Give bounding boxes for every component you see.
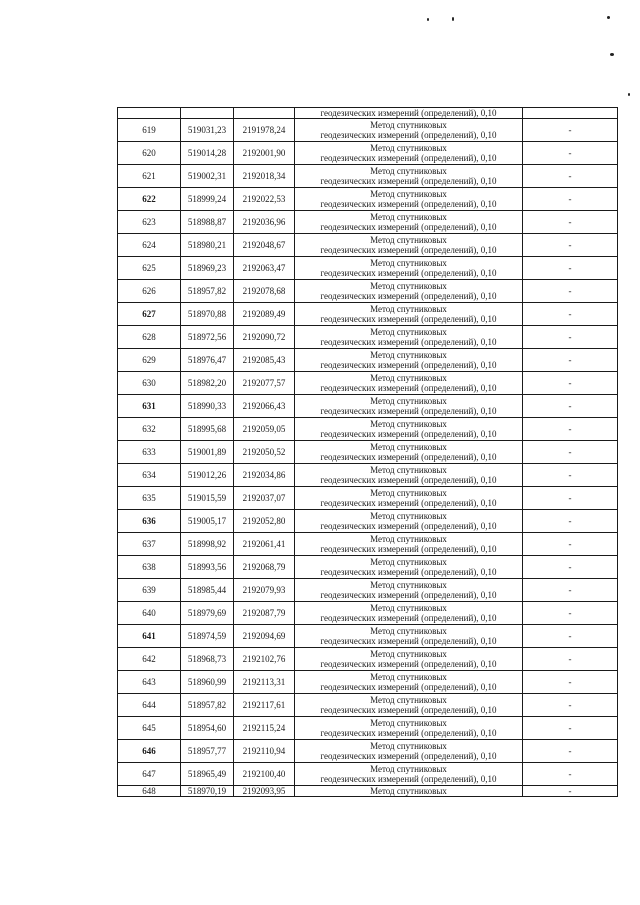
method-line-1: Метод спутниковых xyxy=(370,442,447,452)
method-cell xyxy=(295,188,523,211)
method-cell xyxy=(295,740,523,763)
point-number-cell: 646 xyxy=(118,740,181,763)
extra-cell: - xyxy=(523,372,618,395)
x-coordinate-cell: 518988,87 xyxy=(181,211,234,234)
y-coordinate-cell: 2192059,05 xyxy=(234,418,295,441)
table-row xyxy=(118,487,618,510)
y-coordinate-cell: 2192089,49 xyxy=(234,303,295,326)
point-number-cell: 629 xyxy=(118,349,181,372)
method-cell xyxy=(295,441,523,464)
extra-cell: - xyxy=(523,487,618,510)
point-number-cell: 625 xyxy=(118,257,181,280)
point-number-cell: 636 xyxy=(118,510,181,533)
y-coordinate-cell: 2192066,43 xyxy=(234,395,295,418)
method-line-2: геодезических измерений (определений), 0,10 xyxy=(320,429,497,439)
method-line-2: геодезических измерений (определений), 0,10 xyxy=(320,337,497,347)
table-row xyxy=(118,579,618,602)
method-cell xyxy=(295,119,523,142)
y-coordinate-cell: 2192087,79 xyxy=(234,602,295,625)
y-coordinate-cell: 2192022,53 xyxy=(234,188,295,211)
extra-cell: - xyxy=(523,234,618,257)
extra-cell: - xyxy=(523,602,618,625)
scan-speck xyxy=(427,18,429,21)
method-line-1: Метод спутниковых xyxy=(370,465,447,475)
table-row xyxy=(118,188,618,211)
method-cell xyxy=(295,280,523,303)
point-number-cell: 635 xyxy=(118,487,181,510)
method-cell xyxy=(295,211,523,234)
table-row xyxy=(118,326,618,349)
method-line-2: геодезических измерений (определений), 0,10 xyxy=(320,176,497,186)
method-line-2: геодезических измерений (определений), 0,10 xyxy=(320,383,497,393)
method-line-1: Метод спутниковых xyxy=(370,603,447,613)
x-coordinate-cell: 518957,77 xyxy=(181,740,234,763)
extra-cell: - xyxy=(523,763,618,786)
extra-cell: - xyxy=(523,280,618,303)
extra-cell: - xyxy=(523,625,618,648)
table-row xyxy=(118,740,618,763)
extra-cell: - xyxy=(523,257,618,280)
method-line-2: геодезических измерений (определений), 0,10 xyxy=(320,199,497,209)
method-cell xyxy=(295,108,523,119)
table-row xyxy=(118,533,618,556)
method-cell xyxy=(295,694,523,717)
y-coordinate-cell: 2192001,90 xyxy=(234,142,295,165)
point-number-cell: 642 xyxy=(118,648,181,671)
point-number-cell: 634 xyxy=(118,464,181,487)
method-line-2: геодезических измерений (определений), 0,10 xyxy=(320,751,497,761)
table-row xyxy=(118,165,618,188)
point-number-cell: 645 xyxy=(118,717,181,740)
x-coordinate-cell: 518969,23 xyxy=(181,257,234,280)
table-row xyxy=(118,257,618,280)
point-number-cell xyxy=(118,108,181,119)
y-coordinate-cell: 2192061,41 xyxy=(234,533,295,556)
method-line-1: Метод спутниковых xyxy=(370,649,447,659)
table-row xyxy=(118,648,618,671)
method-line-1: Метод спутниковых xyxy=(370,741,447,751)
method-line-2: геодезических измерений (определений), 0,10 xyxy=(320,682,497,692)
point-number-cell: 621 xyxy=(118,165,181,188)
extra-cell: - xyxy=(523,671,618,694)
y-coordinate-cell: 2192113,31 xyxy=(234,671,295,694)
method-line-1: Метод спутниковых xyxy=(370,419,447,429)
point-number-cell: 641 xyxy=(118,625,181,648)
method-cell xyxy=(295,165,523,188)
x-coordinate-cell: 519002,31 xyxy=(181,165,234,188)
scan-speck xyxy=(607,16,610,19)
method-line-1: Метод спутниковых xyxy=(370,189,447,199)
x-coordinate-cell: 518979,69 xyxy=(181,602,234,625)
method-line-2: геодезических измерений (определений), 0,10 xyxy=(320,245,497,255)
point-number-cell: 631 xyxy=(118,395,181,418)
table-row xyxy=(118,717,618,740)
y-coordinate-cell: 2192102,76 xyxy=(234,648,295,671)
x-coordinate-cell: 518954,60 xyxy=(181,717,234,740)
method-cell xyxy=(295,510,523,533)
y-coordinate-cell: 2192034,86 xyxy=(234,464,295,487)
method-line-2: геодезических измерений (определений), 0,10 xyxy=(320,774,497,784)
extra-cell: - xyxy=(523,142,618,165)
extra-cell: - xyxy=(523,740,618,763)
table-row xyxy=(118,395,618,418)
scan-speck xyxy=(452,17,454,21)
y-coordinate-cell: 2192037,07 xyxy=(234,487,295,510)
method-cell xyxy=(295,257,523,280)
extra-cell: - xyxy=(523,441,618,464)
method-cell xyxy=(295,602,523,625)
method-line-1: Метод спутниковых xyxy=(370,212,447,222)
method-line-1: Метод спутниковых xyxy=(370,120,447,130)
extra-cell: - xyxy=(523,510,618,533)
extra-cell: - xyxy=(523,786,618,797)
extra-cell: - xyxy=(523,395,618,418)
table-row xyxy=(118,671,618,694)
point-number-cell: 637 xyxy=(118,533,181,556)
coordinates-table xyxy=(117,107,618,797)
x-coordinate-cell: 519005,17 xyxy=(181,510,234,533)
table-row xyxy=(118,349,618,372)
y-coordinate-cell: 2192036,96 xyxy=(234,211,295,234)
y-coordinate-cell: 2192063,47 xyxy=(234,257,295,280)
coordinates-table-body xyxy=(118,108,618,797)
table-row-continuation xyxy=(118,108,618,119)
y-coordinate-cell: 2192100,40 xyxy=(234,763,295,786)
method-cell xyxy=(295,418,523,441)
method-cell xyxy=(295,487,523,510)
method-cell xyxy=(295,234,523,257)
x-coordinate-cell: 518976,47 xyxy=(181,349,234,372)
x-coordinate-cell: 518970,19 xyxy=(181,786,234,797)
y-coordinate-cell: 2192110,94 xyxy=(234,740,295,763)
method-text: геодезических измерений (определений), 0,10 xyxy=(320,108,497,118)
x-coordinate-cell: 518960,99 xyxy=(181,671,234,694)
method-line-1: Метод спутниковых xyxy=(370,304,447,314)
point-number-cell: 647 xyxy=(118,763,181,786)
method-line-2: геодезических измерений (определений), 0,10 xyxy=(320,659,497,669)
point-number-cell: 643 xyxy=(118,671,181,694)
table-row xyxy=(118,119,618,142)
method-line-2: геодезических измерений (определений), 0,10 xyxy=(320,222,497,232)
table-row xyxy=(118,280,618,303)
method-line-2: геодезических измерений (определений), 0,10 xyxy=(320,452,497,462)
method-line-2: геодезических измерений (определений), 0,10 xyxy=(320,567,497,577)
table-row xyxy=(118,142,618,165)
x-coordinate-cell: 518968,73 xyxy=(181,648,234,671)
method-cell xyxy=(295,464,523,487)
y-coordinate-cell: 2192115,24 xyxy=(234,717,295,740)
x-coordinate-cell: 518965,49 xyxy=(181,763,234,786)
point-number-cell: 623 xyxy=(118,211,181,234)
table-row xyxy=(118,303,618,326)
table-row xyxy=(118,602,618,625)
method-line-2: геодезических измерений (определений), 0,10 xyxy=(320,613,497,623)
x-coordinate-cell: 519012,26 xyxy=(181,464,234,487)
point-number-cell: 622 xyxy=(118,188,181,211)
table-row xyxy=(118,441,618,464)
x-coordinate-cell: 519014,28 xyxy=(181,142,234,165)
method-line-2: геодезических измерений (определений), 0,10 xyxy=(320,314,497,324)
table-row xyxy=(118,694,618,717)
x-coordinate-cell: 518998,92 xyxy=(181,533,234,556)
method-line-2: геодезических измерений (определений), 0,10 xyxy=(320,360,497,370)
y-coordinate-cell xyxy=(234,108,295,119)
x-coordinate-cell: 518993,56 xyxy=(181,556,234,579)
x-coordinate-cell: 518999,24 xyxy=(181,188,234,211)
method-line-2: геодезических измерений (определений), 0,10 xyxy=(320,590,497,600)
point-number-cell: 619 xyxy=(118,119,181,142)
x-coordinate-cell: 518990,33 xyxy=(181,395,234,418)
method-line-1: Метод спутниковых xyxy=(370,718,447,728)
method-line-1: Метод спутниковых xyxy=(370,143,447,153)
table-row-partial xyxy=(118,786,618,797)
y-coordinate-cell: 2192068,79 xyxy=(234,556,295,579)
method-cell xyxy=(295,349,523,372)
method-line-1: Метод спутниковых xyxy=(370,327,447,337)
method-line-2: геодезических измерений (определений), 0,10 xyxy=(320,728,497,738)
extra-cell: - xyxy=(523,648,618,671)
table-row xyxy=(118,418,618,441)
y-coordinate-cell: 2192048,67 xyxy=(234,234,295,257)
scan-speck xyxy=(628,93,630,96)
method-line-1: Метод спутниковых xyxy=(370,672,447,682)
method-cell xyxy=(295,556,523,579)
point-number-cell: 620 xyxy=(118,142,181,165)
x-coordinate-cell xyxy=(181,108,234,119)
table-row xyxy=(118,510,618,533)
x-coordinate-cell: 518995,68 xyxy=(181,418,234,441)
y-coordinate-cell: 2192078,68 xyxy=(234,280,295,303)
method-line-1: Метод спутниковых xyxy=(370,396,447,406)
y-coordinate-cell: 2192117,61 xyxy=(234,694,295,717)
extra-cell: - xyxy=(523,188,618,211)
point-number-cell: 624 xyxy=(118,234,181,257)
extra-cell: - xyxy=(523,326,618,349)
method-cell xyxy=(295,625,523,648)
extra-cell: - xyxy=(523,349,618,372)
y-coordinate-cell: 2191978,24 xyxy=(234,119,295,142)
point-number-cell: 628 xyxy=(118,326,181,349)
method-line-1: Метод спутниковых xyxy=(370,580,447,590)
method-line-2: геодезических измерений (определений), 0,10 xyxy=(320,291,497,301)
method-cell xyxy=(295,671,523,694)
point-number-cell: 648 xyxy=(118,786,181,797)
method-cell xyxy=(295,786,523,797)
method-line-2: геодезических измерений (определений), 0,10 xyxy=(320,406,497,416)
y-coordinate-cell: 2192050,52 xyxy=(234,441,295,464)
method-line-1: Метод спутниковых xyxy=(370,695,447,705)
x-coordinate-cell: 518980,21 xyxy=(181,234,234,257)
method-line-2: геодезических измерений (определений), 0,10 xyxy=(320,544,497,554)
scan-speck xyxy=(610,53,614,56)
method-line-2: геодезических измерений (определений), 0,10 xyxy=(320,705,497,715)
method-cell xyxy=(295,648,523,671)
y-coordinate-cell: 2192094,69 xyxy=(234,625,295,648)
method-line-1: Метод спутниковых xyxy=(370,281,447,291)
x-coordinate-cell: 518957,82 xyxy=(181,280,234,303)
point-number-cell: 640 xyxy=(118,602,181,625)
point-number-cell: 639 xyxy=(118,579,181,602)
extra-cell: - xyxy=(523,694,618,717)
x-coordinate-cell: 519001,89 xyxy=(181,441,234,464)
method-cell xyxy=(295,372,523,395)
table-row xyxy=(118,234,618,257)
table-row xyxy=(118,763,618,786)
x-coordinate-cell: 518972,56 xyxy=(181,326,234,349)
x-coordinate-cell: 519031,23 xyxy=(181,119,234,142)
method-cell xyxy=(295,533,523,556)
method-cell xyxy=(295,763,523,786)
extra-cell: - xyxy=(523,303,618,326)
point-number-cell: 627 xyxy=(118,303,181,326)
method-cell xyxy=(295,395,523,418)
y-coordinate-cell: 2192052,80 xyxy=(234,510,295,533)
method-line-1: Метод спутниковых xyxy=(370,786,447,796)
x-coordinate-cell: 519015,59 xyxy=(181,487,234,510)
method-line-2: геодезических измерений (определений), 0,10 xyxy=(320,475,497,485)
x-coordinate-cell: 518982,20 xyxy=(181,372,234,395)
method-line-1: Метод спутниковых xyxy=(370,373,447,383)
y-coordinate-cell: 2192018,34 xyxy=(234,165,295,188)
y-coordinate-cell: 2192090,72 xyxy=(234,326,295,349)
point-number-cell: 633 xyxy=(118,441,181,464)
x-coordinate-cell: 518985,44 xyxy=(181,579,234,602)
table-row xyxy=(118,464,618,487)
method-cell xyxy=(295,142,523,165)
method-cell xyxy=(295,326,523,349)
method-line-2: геодезических измерений (определений), 0,10 xyxy=(320,636,497,646)
extra-cell: - xyxy=(523,556,618,579)
method-cell xyxy=(295,303,523,326)
method-line-1: Метод спутниковых xyxy=(370,235,447,245)
point-number-cell: 630 xyxy=(118,372,181,395)
table-row xyxy=(118,372,618,395)
method-line-1: Метод спутниковых xyxy=(370,488,447,498)
method-line-2: геодезических измерений (определений), 0,10 xyxy=(320,153,497,163)
extra-cell: - xyxy=(523,119,618,142)
x-coordinate-cell: 518974,59 xyxy=(181,625,234,648)
method-line-2: геодезических измерений (определений), 0,10 xyxy=(320,498,497,508)
x-coordinate-cell: 518970,88 xyxy=(181,303,234,326)
point-number-cell: 638 xyxy=(118,556,181,579)
method-line-1: Метод спутниковых xyxy=(370,258,447,268)
extra-cell: - xyxy=(523,533,618,556)
method-cell xyxy=(295,717,523,740)
method-line-2: геодезических измерений (определений), 0,10 xyxy=(320,130,497,140)
extra-cell: - xyxy=(523,717,618,740)
extra-cell xyxy=(523,108,618,119)
table-row xyxy=(118,625,618,648)
method-line-1: Метод спутниковых xyxy=(370,166,447,176)
method-line-1: Метод спутниковых xyxy=(370,626,447,636)
y-coordinate-cell: 2192093,95 xyxy=(234,786,295,797)
table-row xyxy=(118,556,618,579)
point-number-cell: 626 xyxy=(118,280,181,303)
point-number-cell: 644 xyxy=(118,694,181,717)
y-coordinate-cell: 2192077,57 xyxy=(234,372,295,395)
y-coordinate-cell: 2192079,93 xyxy=(234,579,295,602)
table-row xyxy=(118,211,618,234)
method-line-2: геодезических измерений (определений), 0,10 xyxy=(320,268,497,278)
extra-cell: - xyxy=(523,464,618,487)
extra-cell: - xyxy=(523,165,618,188)
method-line-1: Метод спутниковых xyxy=(370,764,447,774)
extra-cell: - xyxy=(523,579,618,602)
x-coordinate-cell: 518957,82 xyxy=(181,694,234,717)
extra-cell: - xyxy=(523,211,618,234)
method-line-1: Метод спутниковых xyxy=(370,350,447,360)
method-line-1: Метод спутниковых xyxy=(370,534,447,544)
extra-cell: - xyxy=(523,418,618,441)
y-coordinate-cell: 2192085,43 xyxy=(234,349,295,372)
point-number-cell: 632 xyxy=(118,418,181,441)
method-line-2: геодезических измерений (определений), 0,10 xyxy=(320,521,497,531)
method-cell xyxy=(295,579,523,602)
method-line-1: Метод спутниковых xyxy=(370,557,447,567)
method-line-1: Метод спутниковых xyxy=(370,511,447,521)
